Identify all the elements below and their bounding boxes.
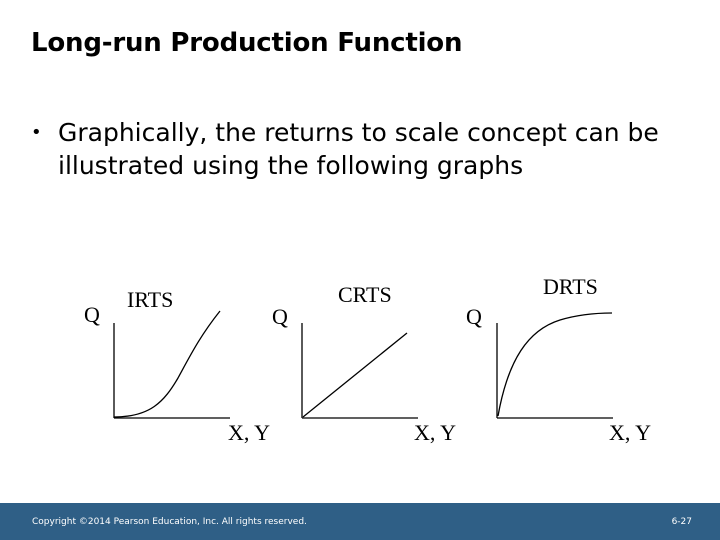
copyright-text: Copyright ©2014 Pearson Education, Inc. All rights reserved.: [32, 517, 307, 527]
graph-irts-curve-label: IRTS: [127, 287, 174, 312]
graph-crts: [302, 323, 418, 418]
page-number: 6-27: [671, 517, 692, 527]
graph-irts-curve: [114, 311, 220, 417]
bullet-dot-icon: •: [31, 122, 42, 143]
graph-crts-x-axis-label: X, Y: [414, 420, 456, 445]
graph-drts-curve-label: DRTS: [543, 274, 598, 299]
bullet-text: Graphically, the returns to scale concept can be illustrated using the following graphs: [58, 118, 659, 180]
footer-bar: [0, 503, 720, 540]
graph-crts-curve-label: CRTS: [338, 282, 392, 307]
graph-irts-y-axis-label: Q: [84, 302, 100, 327]
slide-title: Long-run Production Function: [31, 28, 463, 58]
graph-drts-x-axis-label: X, Y: [609, 420, 651, 445]
graph-drts: [497, 313, 613, 418]
graph-drts-y-axis-label: Q: [466, 304, 482, 329]
graph-crts-y-axis-label: Q: [272, 304, 288, 329]
graph-irts: [114, 311, 230, 418]
graph-irts-x-axis-label: X, Y: [228, 420, 270, 445]
graph-drts-curve: [498, 313, 612, 416]
graph-crts-curve: [303, 333, 407, 417]
